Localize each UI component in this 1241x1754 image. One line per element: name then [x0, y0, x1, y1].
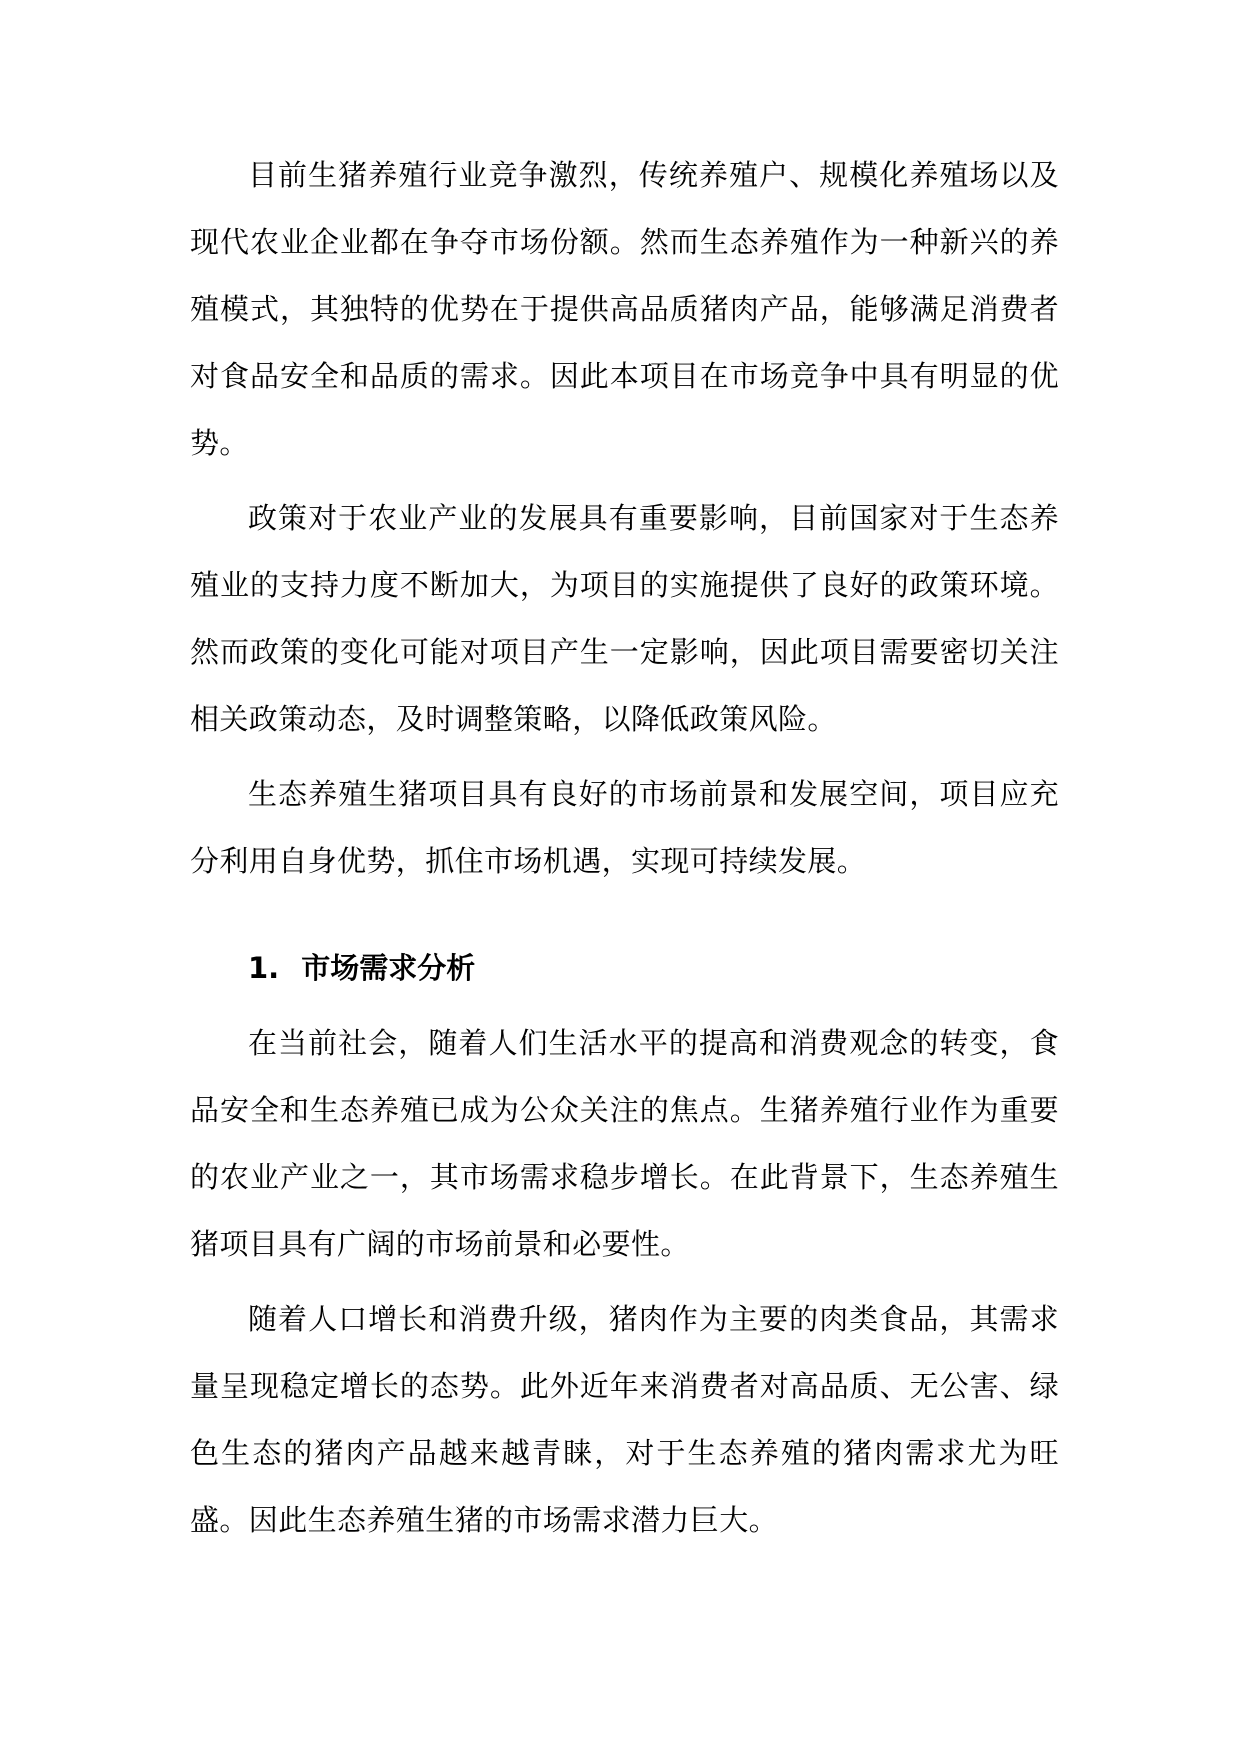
paragraph-outlook: 生态养殖生猪项目具有良好的市场前景和发展空间，项目应充分利用自身优势，抓住市场机遇，实现可持续发展。 [190, 777, 1059, 878]
section-number: 1. [248, 951, 280, 985]
paragraph-demand-background: 在当前社会，随着人们生活水平的提高和消费观念的转变，食品安全和生态养殖已成为公众关注的焦点。生猪养殖行业作为重要的农业产业之一，其市场需求稳步增长。在此背景下，生态养殖生猪项目具有广阔的市场前景和必要性。 [190, 1026, 1059, 1261]
paragraph-competition: 目前生猪养殖行业竞争激烈，传统养殖户、规模化养殖场以及现代农业企业都在争夺市场份额。然而生态养殖作为一种新兴的养殖模式，其独特的优势在于提供高品质猪肉产品，能够满足消费者对食品安全和品质的需求。因此本项目在市场竞争中具有明显的优势。 [190, 158, 1059, 460]
section-heading [190, 935, 1059, 1002]
document-body [190, 142, 1059, 1562]
section-title: 市场需求分析 [301, 951, 476, 985]
paragraph-policy: 政策对于农业产业的发展具有重要影响，目前国家对于生态养殖业的支持力度不断加大，为项目的实施提供了良好的政策环境。然而政策的变化可能对项目产生一定影响，因此项目需要密切关注相关政策动态，及时调整策略，以降低政策风险。 [190, 501, 1059, 736]
paragraph-demand-growth: 随着人口增长和消费升级，猪肉作为主要的肉类食品，其需求量呈现稳定增长的态势。此外近年来消费者对高品质、无公害、绿色生态的猪肉产品越来越青睐，对于生态养殖的猪肉需求尤为旺盛。因此生态养殖生猪的市场需求潜力巨大。 [190, 1302, 1059, 1537]
